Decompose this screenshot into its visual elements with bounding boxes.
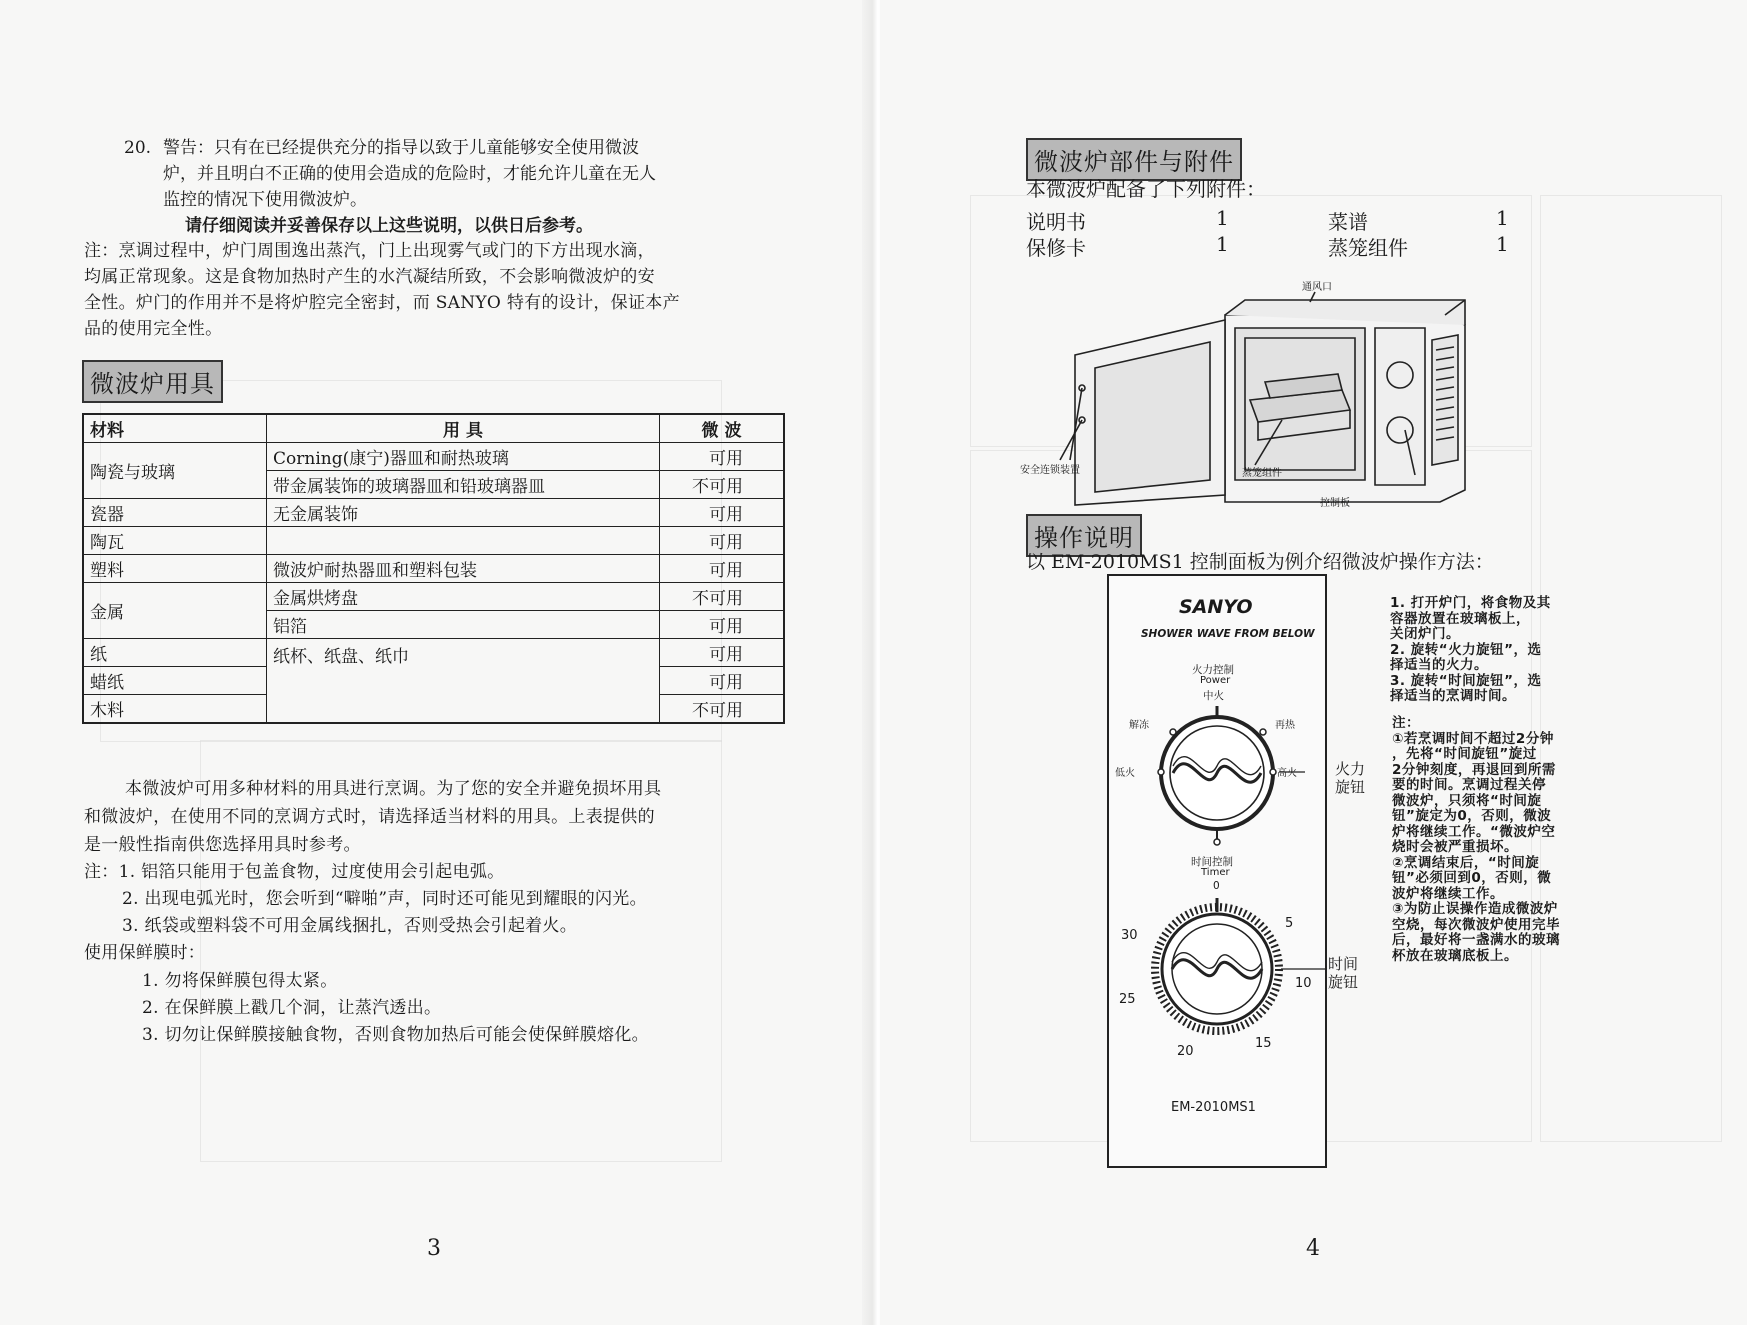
brand-logo: SANYO xyxy=(1179,596,1253,618)
step-line: 择适当的烹调时间。 xyxy=(1390,688,1516,704)
timer-25: 25 xyxy=(1119,992,1136,1007)
timer-20: 20 xyxy=(1177,1044,1194,1059)
cell-microwave: 可用 xyxy=(660,527,785,555)
caution-line: 2. 出现电弧光时，您会听到“噼啪”声，同时还可能见到耀眼的闪光。 xyxy=(122,889,647,909)
note-line: ③为防止误操作造成微波炉 xyxy=(1392,901,1558,917)
vent-label: 通风口 xyxy=(1302,282,1332,293)
body-line: 本微波炉可用多种材料的用具进行烹调。为了您的安全并避免损坏用具 xyxy=(125,779,662,799)
note-line: 全性。炉门的作用并不是将炉腔完全密封，而 SANYO 特有的设计，保证本产 xyxy=(84,293,680,313)
wrap-item: 2. 在保鲜膜上戳几个洞，让蒸汽透出。 xyxy=(142,998,442,1018)
note-line: 品的使用完全性。 xyxy=(84,319,223,339)
cell-utensil: 微波炉耐热器皿和塑料包装 xyxy=(267,555,660,583)
warning-line: 监控的情况下使用微波炉。 xyxy=(163,190,367,210)
cell-material: 木料 xyxy=(83,695,267,724)
note-line: ①若烹调时间不超过2分钟 xyxy=(1392,730,1554,747)
timer-15: 15 xyxy=(1255,1036,1272,1051)
note-line: ②烹调结束后，“时间旋 xyxy=(1392,854,1540,871)
wrap-item: 1. 勿将保鲜膜包得太紧。 xyxy=(142,971,338,991)
left-page xyxy=(0,0,870,1325)
accessory-name: 菜谱 xyxy=(1328,210,1368,234)
wrap-heading: 使用保鲜膜时： xyxy=(84,943,206,963)
page-number: 3 xyxy=(427,1236,441,1261)
steps-list xyxy=(1390,596,1551,705)
power-defrost: 解冻 xyxy=(1129,720,1149,731)
timer-label-cn: 时间控制 xyxy=(1191,856,1233,868)
read-instruction: 请仔细阅读并妥善保存以上这些说明，以供日后参考。 xyxy=(185,216,593,236)
cell-microwave: 可用 xyxy=(660,499,785,527)
page-number: 4 xyxy=(1306,1236,1320,1261)
cell-utensil: 纸杯、纸盘、纸巾 xyxy=(267,639,660,724)
table-row xyxy=(83,443,784,471)
parts-intro: 本微波炉配备了下列附件： xyxy=(1026,177,1266,201)
note-line: 均属正常现象。这是食物加热时产生的水汽凝结所致，不会影响微波炉的安 xyxy=(84,267,655,287)
note-line: 空烧，每次微波炉使用完毕 xyxy=(1392,916,1560,933)
power-reheat: 再热 xyxy=(1275,720,1295,731)
cell-material: 蜡纸 xyxy=(83,667,267,695)
note-line: 炉将继续工作。“微波炉空 xyxy=(1392,823,1556,840)
accessory-qty: 1 xyxy=(1496,206,1509,230)
microwave-diagram xyxy=(1020,280,1490,510)
cell-material: 纸 xyxy=(83,639,267,667)
cell-microwave: 可用 xyxy=(660,611,785,639)
cell-material: 金属 xyxy=(83,583,267,639)
cell-microwave: 可用 xyxy=(660,639,785,667)
step-line: 关闭炉门。 xyxy=(1390,626,1460,642)
cell-utensil: Corning(康宁)器皿和耐热玻璃 xyxy=(267,443,660,471)
warning-number: 20. xyxy=(124,138,152,158)
cell-microwave: 不可用 xyxy=(660,471,785,499)
accessory-qty: 1 xyxy=(1216,232,1229,256)
note-line: 2分钟刻度，再退回到所需 xyxy=(1392,761,1556,778)
bleed-through xyxy=(1540,195,1722,1142)
step-line: 3. 旋转“时间旋钮”，选 xyxy=(1390,672,1542,689)
note-line: ，先将“时间旋钮”旋过 xyxy=(1392,746,1537,762)
parts-title: 微波炉部件与附件 xyxy=(1026,138,1242,181)
table-row xyxy=(83,555,784,583)
note-line: 杯放在玻璃底板上。 xyxy=(1392,947,1518,964)
power-low: 低火 xyxy=(1115,768,1135,779)
power-label-en: Power xyxy=(1200,675,1231,686)
warning-line: 警告：只有在已经提供充分的指导以致于儿童能够安全使用微波 xyxy=(163,138,639,158)
power-mid: 中火 xyxy=(1203,690,1224,702)
warning-line: 炉，并且明白不正确的使用会造成的危险时，才能允许儿童在无人 xyxy=(163,164,656,184)
cell-material: 陶瓦 xyxy=(83,527,267,555)
note-line: 烧时会被严重损坏。 xyxy=(1392,839,1518,855)
note-line: 后，最好将一盏满水的玻璃 xyxy=(1392,932,1560,948)
note-line: 要的时间。烹调过程关停 xyxy=(1392,777,1546,793)
table-row xyxy=(83,639,784,667)
table-row xyxy=(83,583,784,611)
timer-10: 10 xyxy=(1295,976,1312,991)
cell-utensil: 无金属装饰 xyxy=(267,499,660,527)
header-material: 材料 xyxy=(83,414,267,443)
table-row xyxy=(83,527,784,555)
step-line: 1. 打开炉门，将食物及其 xyxy=(1390,595,1551,611)
caution-line: 3. 纸袋或塑料袋不可用金属线捆扎，否则受热会引起着火。 xyxy=(122,916,578,936)
power-high: 高火 xyxy=(1277,768,1297,779)
power-knob-label-line: 旋钮 xyxy=(1335,778,1366,796)
timer-5: 5 xyxy=(1285,916,1294,931)
accessory-name: 保修卡 xyxy=(1026,236,1086,260)
cell-microwave: 不可用 xyxy=(660,695,785,724)
note-line: 钮”旋定为0，否则，微波 xyxy=(1392,808,1552,824)
cell-utensil: 带金属装饰的玻璃器皿和铅玻璃器皿 xyxy=(267,471,660,499)
cell-microwave: 不可用 xyxy=(660,583,785,611)
slogan: SHOWER WAVE FROM BELOW xyxy=(1141,628,1315,640)
cell-utensil: 金属烘烤盘 xyxy=(267,583,660,611)
model-name: EM-2010MS1 xyxy=(1171,1100,1256,1115)
control-panel-label: 控制板 xyxy=(1320,498,1350,509)
accessory-qty: 1 xyxy=(1496,232,1509,256)
body-line: 和微波炉，在使用不同的烹调方式时，请选择适当材料的用具。上表提供的 xyxy=(84,807,655,827)
note-line: 钮”必须回到0，否则，微 xyxy=(1392,870,1552,886)
timer-knob[interactable] xyxy=(1139,894,1325,1044)
note-line: 注： xyxy=(1392,715,1420,731)
timer-label-en: Timer xyxy=(1201,867,1230,878)
interlock-label: 安全连锁装置 xyxy=(1020,465,1080,476)
caution-line: 注：1. 铝箔只能用于包盖食物，过度使用会引起电弧。 xyxy=(84,862,505,882)
wrap-item: 3. 切勿让保鲜膜接触食物，否则食物加热后可能会使保鲜膜熔化。 xyxy=(142,1025,649,1045)
timer-0: 0 xyxy=(1213,880,1220,892)
timer-knob-label-line: 时间 xyxy=(1328,955,1359,973)
accessory-name: 蒸笼组件 xyxy=(1328,236,1408,260)
table-header-row xyxy=(83,414,784,443)
timer-knob-label xyxy=(1328,955,1358,991)
step-line: 2. 旋转“火力旋钮”，选 xyxy=(1390,641,1542,658)
operation-intro: 以 EM-2010MS1 控制面板为例介绍微波炉操作方法： xyxy=(1026,551,1494,573)
header-microwave: 微 波 xyxy=(660,414,785,443)
power-knob[interactable] xyxy=(1129,698,1305,848)
utensils-title: 微波炉用具 xyxy=(82,360,223,403)
body-line: 是一般性指南供您选择用具时参考。 xyxy=(84,835,361,855)
step-line: 择适当的火力。 xyxy=(1390,657,1488,673)
operation-title: 操作说明 xyxy=(1026,514,1142,557)
timer-knob-label-line: 旋钮 xyxy=(1328,973,1359,991)
utensils-table xyxy=(82,413,785,724)
cell-material: 瓷器 xyxy=(83,499,267,527)
cell-microwave: 可用 xyxy=(660,555,785,583)
cell-material: 陶瓷与玻璃 xyxy=(83,443,267,499)
table-row xyxy=(83,499,784,527)
power-knob-label-line: 火力 xyxy=(1335,760,1366,778)
power-knob-label xyxy=(1335,760,1365,796)
header-utensil: 用 具 xyxy=(267,414,660,443)
step-line: 容器放置在玻璃板上， xyxy=(1390,610,1530,627)
cell-utensil xyxy=(267,527,660,555)
note-line: 微波炉，只须将“时间旋 xyxy=(1392,792,1542,809)
notes-list xyxy=(1392,716,1560,964)
cell-utensil: 铝箔 xyxy=(267,611,660,639)
note-line: 波炉将继续工作。 xyxy=(1392,885,1504,902)
control-panel xyxy=(1107,574,1327,1168)
timer-30: 30 xyxy=(1121,928,1138,943)
steamer-label: 蒸笼组件 xyxy=(1242,468,1282,479)
accessory-name: 说明书 xyxy=(1026,210,1086,234)
note-line: 注：烹调过程中，炉门周围逸出蒸汽，门上出现雾气或门的下方出现水滴， xyxy=(84,241,655,261)
power-label-cn: 火力控制 xyxy=(1192,664,1234,676)
cell-microwave: 可用 xyxy=(660,443,785,471)
cell-microwave: 可用 xyxy=(660,667,785,695)
accessory-qty: 1 xyxy=(1216,206,1229,230)
cell-material: 塑料 xyxy=(83,555,267,583)
